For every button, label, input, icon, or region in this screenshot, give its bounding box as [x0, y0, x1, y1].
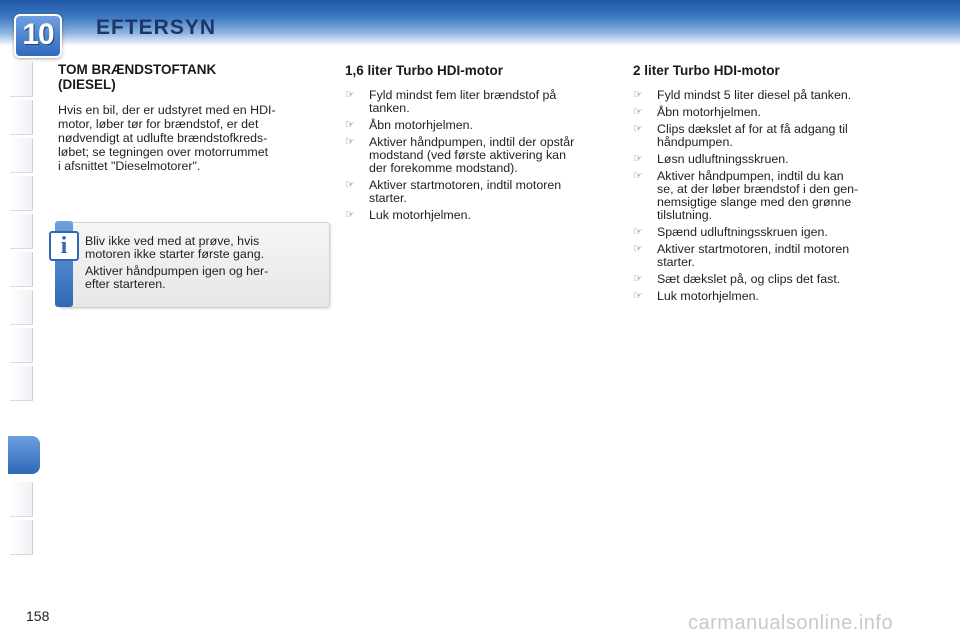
side-tab-8[interactable]	[10, 328, 33, 363]
step-line: Aktiver startmotoren, indtil motoren	[369, 178, 562, 192]
step-line: Fyld mindst 5 liter diesel på tanken.	[657, 88, 852, 102]
chapter-number: 10	[22, 18, 54, 51]
hand-pointer-icon: ☞	[633, 273, 643, 285]
step-line: starter.	[369, 191, 407, 205]
side-tab-10-active[interactable]	[8, 436, 40, 474]
info-line: efter starteren.	[85, 277, 166, 291]
chapter-badge	[14, 14, 62, 58]
hand-pointer-icon: ☞	[633, 226, 643, 238]
procedure-step	[633, 153, 903, 166]
procedure-step	[345, 89, 615, 115]
step-line: tilslutning.	[657, 208, 713, 222]
hand-pointer-icon: ☞	[633, 153, 643, 165]
section-heading-1-6-hdi: 1,6 liter Turbo HDI-motor	[345, 63, 504, 78]
step-line: Luk motorhjelmen.	[369, 208, 471, 222]
hand-pointer-icon: ☞	[633, 243, 643, 255]
side-tab-9[interactable]	[10, 366, 33, 401]
procedure-step	[345, 209, 615, 222]
info-line: Bliv ikke ved med at prøve, hvis	[85, 234, 260, 248]
procedure-step	[633, 243, 903, 269]
step-line: Åbn motorhjelmen.	[369, 118, 473, 132]
step-line: Åbn motorhjelmen.	[657, 105, 761, 119]
watermark: carmanualsonline.info	[688, 612, 894, 634]
side-tab-6[interactable]	[10, 252, 33, 287]
hand-pointer-icon: ☞	[345, 179, 355, 191]
side-tab-2[interactable]	[10, 100, 33, 135]
procedure-step	[345, 119, 615, 132]
step-line: tanken.	[369, 101, 410, 115]
section-heading-2-hdi: 2 liter Turbo HDI-motor	[633, 63, 780, 78]
step-line: håndpumpen.	[657, 135, 733, 149]
info-note-box	[58, 222, 330, 308]
procedure-step	[633, 170, 903, 222]
procedure-list-2-hdi	[633, 89, 903, 307]
step-line: starter.	[657, 255, 695, 269]
procedure-step	[633, 290, 903, 303]
step-line: Sæt dækslet på, og clips det fast.	[657, 272, 841, 286]
step-line: Aktiver startmotoren, indtil motoren	[657, 242, 850, 256]
hand-pointer-icon: ☞	[633, 290, 643, 302]
hand-pointer-icon: ☞	[633, 106, 643, 118]
step-line: Fyld mindst fem liter brændstof på	[369, 88, 557, 102]
hand-pointer-icon: ☞	[633, 123, 643, 135]
side-tab-11[interactable]	[10, 482, 33, 517]
heading-line: TOM BRÆNDSTOFTANK	[58, 62, 217, 77]
step-line: Luk motorhjelmen.	[657, 289, 759, 303]
chapter-header-band	[0, 0, 960, 51]
chapter-title: EFTERSYN	[96, 16, 217, 39]
procedure-step	[345, 179, 615, 205]
step-line: se, at der løber brændstof i den gen-	[657, 182, 859, 196]
hand-pointer-icon: ☞	[633, 170, 643, 182]
paragraph-line: løbet; se tegningen over motorrummet	[58, 145, 269, 159]
paragraph-line: Hvis en bil, der er udstyret med en HDI-	[58, 103, 276, 117]
info-line: motoren ikke starter første gang.	[85, 247, 265, 261]
step-line: nemsigtige slange med den grønne	[657, 195, 852, 209]
hand-pointer-icon: ☞	[345, 136, 355, 148]
side-tab-12[interactable]	[10, 520, 33, 555]
procedure-step	[633, 106, 903, 119]
paragraph-line: i afsnittet "Dieselmotorer".	[58, 159, 201, 173]
procedure-step	[633, 123, 903, 149]
step-line: Clips dækslet af for at få adgang til	[657, 122, 848, 136]
side-tab-7[interactable]	[10, 290, 33, 325]
info-icon: i	[49, 231, 79, 261]
hand-pointer-icon: ☞	[345, 89, 355, 101]
side-tab-1[interactable]	[10, 62, 33, 97]
procedure-step	[633, 226, 903, 239]
procedure-step	[633, 89, 903, 102]
heading-line: (DIESEL)	[58, 77, 116, 92]
step-line: Løsn udluftningsskruen.	[657, 152, 789, 166]
intro-paragraph	[58, 103, 328, 173]
page-number: 158	[26, 608, 50, 624]
side-tab-3[interactable]	[10, 138, 33, 173]
step-line: der forekomme modstand).	[369, 161, 518, 175]
paragraph-line: nødvendigt at udlufte brændstofkreds-	[58, 131, 268, 145]
chapter-side-tabs	[10, 62, 36, 574]
info-text-2	[85, 265, 321, 291]
step-line: modstand (ved første aktivering kan	[369, 148, 566, 162]
side-tab-4[interactable]	[10, 176, 33, 211]
step-line: Spænd udluftningsskruen igen.	[657, 225, 828, 239]
procedure-step	[345, 136, 615, 175]
info-text-1	[85, 235, 321, 261]
paragraph-line: motor, løber tør for brændstof, er det	[58, 117, 259, 131]
procedure-list-1-6-hdi	[345, 89, 615, 226]
hand-pointer-icon: ☞	[633, 89, 643, 101]
section-heading-empty-tank	[58, 62, 216, 92]
step-line: Aktiver håndpumpen, indtil der opstår	[369, 135, 575, 149]
hand-pointer-icon: ☞	[345, 119, 355, 131]
hand-pointer-icon: ☞	[345, 209, 355, 221]
info-line: Aktiver håndpumpen igen og her-	[85, 264, 269, 278]
procedure-step	[633, 273, 903, 286]
side-tab-5[interactable]	[10, 214, 33, 249]
step-line: Aktiver håndpumpen, indtil du kan	[657, 169, 844, 183]
